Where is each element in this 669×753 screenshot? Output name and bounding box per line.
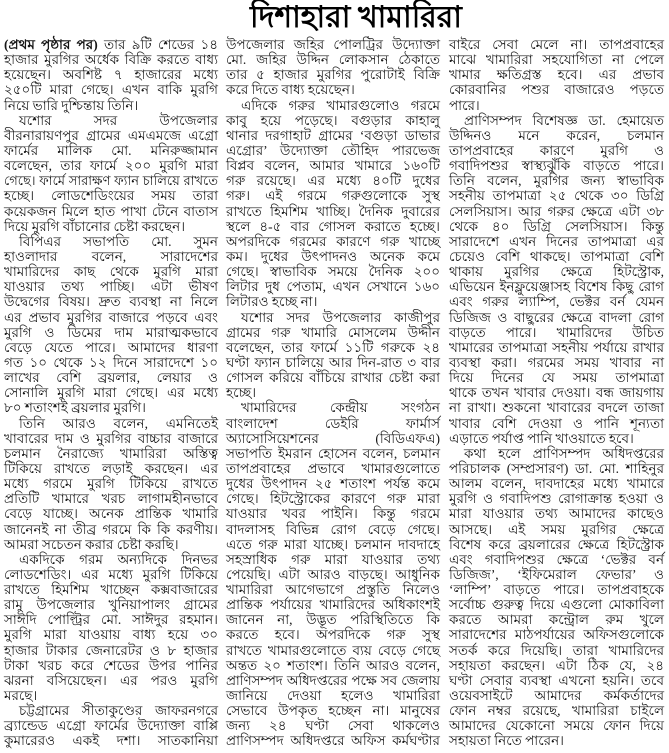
article-line: তিনি বলেন, মুরগির জন্য স্বাভাবিক — [449, 173, 664, 189]
article-line: দিয়ে মুরগি বাঁচানোর চেষ্টা করছেন। — [4, 218, 186, 234]
article-line: টিকিয়ে রাখতে লড়াই করছেন। এর — [4, 460, 218, 476]
article-paragraph — [226, 98, 440, 310]
article-paragraph — [4, 416, 218, 552]
article-line: সহায়তা করছেন। এটা ঠিক যে, ২৪ — [449, 657, 664, 673]
article-line: প্রাণিসম্পদ বিশেষজ্ঞ ডা. হেমায়েত — [464, 112, 664, 128]
article-line: কথা হলে প্রাণিসম্পদ অধিদপ্তরের — [464, 445, 664, 461]
article-line: খামারিরা আগেভাগে প্রস্তুতি নিলেও — [226, 582, 440, 598]
article-line: এদিকে গরুর খামারগুলোও গরমে — [241, 97, 440, 113]
article-line: রাখতে হিমশিম খাচ্ছি। দৈনিক দুবারের — [226, 203, 440, 219]
article-line: ডিজিজ ও বাছুরের ক্ষেত্রে বাদলা রোগ — [449, 309, 664, 325]
article-line: সোনালি মুরগি মারা গেছে। এর মধ্যে — [4, 385, 218, 401]
article-line: হাজার মুরগির অর্ধেক বিক্রি করতে বাধ্য — [4, 52, 218, 68]
article-line: উপজেলার জহির পোলট্রির উদ্যোক্তা — [226, 37, 440, 52]
article-line: এর প্রভাব মুরগির বাজারে পড়বে এবং — [4, 309, 218, 325]
article-line: কাবু হয়ে পড়েছে। বগুড়ার কাহালু — [226, 112, 440, 128]
article-line: তাপপ্রবাহের কারণে মুরগি ও — [449, 142, 664, 158]
article-line: প্রাণিসম্পদ অধিদপ্তরে অফিস কর্মঘণ্টার — [226, 733, 440, 749]
article-line: বলেছেন, তার ফার্মে ২০০ মুরগি মারা — [4, 158, 218, 174]
article-line: গবাদিপশুর স্বাস্থ্যঝুঁকি বাড়তে পারে। — [449, 158, 664, 174]
article-line: গেছে। ফার্মে সারাক্ষণ ফ্যান চালিয়ে রাখতে — [4, 173, 218, 189]
article-line: মুরগি ও ডিমের দাম মারাত্মকভাবে — [4, 324, 218, 340]
article-line: গেছে। হিটস্ট্রোকের কারণে গরু মারা — [226, 491, 440, 507]
article-line: এড়াতে পর্যাপ্ত পানি খাওয়াতে হবে। — [449, 430, 634, 446]
article-line: বিপ্লব বলেন, আমার খামারে ১৬০টি — [226, 158, 440, 174]
article-line: যাওয়ার খবর পাইনি। কিন্তু গরমে — [226, 506, 440, 522]
article-line: পরিচালক (সম্প্রসারণ) ডা. মো. শাহিনুর — [449, 460, 664, 476]
article-line: কম। দুধের উৎপাদনও অনেক কমে — [226, 248, 440, 264]
article-line: তিনি আরও বলেন, এমনিতেই — [19, 415, 218, 431]
article-line: লিটার দুধ পেতাম, এখন সেখানে ১৬০ — [226, 279, 440, 295]
article-line: ঘণ্টা ফ্যান চালিয়ে আর দিন-রাত ৩ বার — [226, 354, 440, 370]
article-line: বাড়তে পারে। খামারিদের উচিত — [449, 324, 664, 340]
article-line: থেকে ৪০ ডিগ্রি সেলসিয়াস। কিন্তু — [449, 218, 664, 234]
article-paragraph — [226, 37, 440, 98]
article-line: সেভাবে উপকৃত হচ্ছেন না। মানুষের — [226, 703, 440, 719]
article-paragraph — [226, 400, 440, 748]
article-line: মাঝে খামারিরা সহযোগিতা না পেলে — [449, 52, 664, 68]
article-line: সর্বোচ্চ গুরুত্ব দিয়ে এগুলো মোকাবিলা — [449, 597, 664, 613]
article-line: থানার দরগাহাট গ্রামের ‘বগুড়া ডাভার — [226, 127, 440, 143]
article-line: প্রতিটি খামারে খরচ লাগামহীনভাবে — [4, 491, 218, 507]
article-line: আমাদের যেকোনো সময়ে ফোন দিয়ে — [449, 718, 664, 734]
article-paragraph — [4, 37, 218, 113]
article-line: জানিয়ে দেওয়া হলেও খামারিরা — [226, 688, 440, 704]
article-line: আলম বলেন, দাবদাহের মধ্যে খামারে — [449, 476, 664, 492]
article-line: গ্রামের গরু খামারি মোসলেম উদ্দীন — [226, 324, 440, 340]
article-line: লাখের বেশি ব্রয়লার, লেয়ার ও — [4, 370, 218, 386]
article-line: এবং গবাদিপশুর ক্ষেত্রে ‘ভেক্টর বর্ন — [449, 551, 664, 567]
article-line: করতে আমরা কন্ট্রোল রুম খুলে — [449, 612, 664, 628]
article-paragraph — [4, 552, 218, 703]
article-line: পেয়েছি। এটা আরও বাড়ছে। আধুনিক — [226, 566, 440, 582]
article-line: সভাপতি ইমরান হোসেন বলেন, চলমান — [226, 445, 440, 461]
jump-line-note: (প্রথম পৃষ্ঠার পর) — [4, 37, 98, 52]
article-line: খামারিদের কাছ থেকে মুরগি মারা — [4, 264, 218, 280]
article-paragraph — [226, 310, 440, 401]
article-line: অ্যাসোসিয়েশনের (বিডিএফএ) — [226, 430, 440, 446]
article-line: মধ্যে গরমে মুরগি টিকিয়ে রাখতে — [4, 476, 218, 492]
article-line: কয়েকজন মিলে হাত পাখা টেনে বাতাস — [4, 203, 218, 219]
article-line: বাইরে সেবা মেলে না। তাপপ্রবাহের — [449, 37, 664, 52]
article-line: লোডশেডিং। এর মধ্যে মুরগি টিকিয়ে — [4, 566, 218, 582]
article-line: না রাখা। শুকনো খাবারের বদলে তাজা — [449, 400, 664, 416]
article-line: দুধের উৎপাদন ২৫ শতাংশ পর্যন্ত কমে — [226, 476, 440, 492]
article-line: একদিকে গরম অন্যদিকে দিনভর — [19, 551, 218, 567]
article-line — [4, 37, 218, 52]
article-column — [226, 37, 440, 749]
article-line: গরু রয়েছে। এর মধ্যে ৪০টি দুধের — [226, 173, 440, 189]
article-line-text: তার ৯টি শেডের ১৪ — [103, 37, 218, 52]
article-paragraph — [449, 37, 664, 113]
article-line: যশোর সদর উপজেলার — [19, 112, 218, 128]
article-paragraph — [4, 113, 218, 234]
article-line: থাকায় মুরগির ক্ষেত্রে হিটস্ট্রোক, — [449, 264, 664, 280]
article-line: এবং গরুর ল্যাম্পি, ভেক্টর বর্ন যেমন — [449, 294, 664, 310]
article-line: সহায়তা নিতে পারেন। — [449, 733, 564, 749]
article-line: গোসল করিয়ে বাঁচিয়ে রাখার চেষ্টা করা — [226, 370, 440, 386]
article-line: চলমান নৈরাজ্যে খামারিরা অস্তিত্ব — [4, 445, 218, 461]
article-line: ঝরনা বসিয়েছেন। এর পরও মুরগি — [4, 672, 218, 688]
article-line: বীরনারায়ণপুর গ্রামের এমএমজে এগ্রো — [4, 127, 218, 143]
article-line: বেড়ে যেতে পারে। আমাদের ধারণা — [4, 339, 218, 355]
article-line: ডিজিজ’, ‘ইফিমেরাল ফেভার’ ও — [449, 566, 664, 582]
article-line: ২৫০টি মারা গেছে। এখন বাকি মুরগি — [4, 82, 218, 98]
article-line: সতর্ক করে দিয়েছি। তারা খামারিদের — [449, 642, 664, 658]
article-line: সহনীয় তাপমাত্রা ২৫ থেকে ৩০ ডিগ্রি — [449, 188, 664, 204]
article-line: ফার্মের মালিক মো. মনিরুজ্জামান — [4, 142, 218, 158]
article-line: গত ১০ থেকে ১২ দিনে সারাদেশে ১০ — [4, 354, 218, 370]
article-line: বেড়ে যাচ্ছে। অনেক প্রান্তিক খামারি — [4, 506, 218, 522]
article-line: রাখতে হিমশিম খাচ্ছেন কক্সবাজারের — [4, 582, 218, 598]
article-line: তাপপ্রবাহের প্রভাবে খামারগুলোতে — [226, 460, 440, 476]
article-line: ব্যবস্থা করা। গরমের সময় খাবার না — [449, 354, 664, 370]
article-line: টাকা খরচ করে শেডের উপর পানির — [4, 657, 218, 673]
article-line: সহস্রাধিক গরু মারা যাওয়ার তথ্য — [226, 551, 440, 567]
article-line: করতে হবে। অপরদিকে গরু সুস্থ — [226, 627, 440, 643]
article-line: এতে গরু মারা যাচ্ছে। চলমান দাবদাহে — [226, 536, 440, 552]
article-paragraph — [4, 234, 218, 416]
article-line: হাজার টাকার জেনারেটর ও ৮ হাজার — [4, 642, 218, 658]
article-line: সারাদেশের মাঠপর্যায়ের অফিসগুলোকে — [449, 627, 664, 643]
article-line: জানেন না, উদ্ভূত পরিস্থিতিতে কি — [226, 612, 440, 628]
article-line: তার ৫ হাজার মুরগির পুরোটাই বিক্রি — [226, 67, 440, 83]
article-paragraph — [4, 703, 218, 748]
article-line: বাংলাদেশ ডেইরি ফার্মার্স — [226, 415, 440, 431]
article-line: সারাদেশে এখন দিনের তাপমাত্রা এর — [449, 233, 664, 249]
article-column — [449, 37, 664, 749]
headline: দিশাহারা খামারিরা — [250, 1, 462, 34]
article-line: আমরা সচেতন করার চেষ্টা করছি। — [4, 536, 179, 552]
article-paragraph — [449, 113, 664, 446]
article-line: প্রান্তিক পর্যায়ের খামারিদের অধিকাংশই — [226, 597, 440, 613]
article-line: হচ্ছে। লোডশেডিংয়ের সময় তারা — [4, 188, 218, 204]
article-line: খামার ক্ষতিগ্রস্ত হবে। এর প্রভাব — [449, 67, 664, 83]
article-line: ঘণ্টা সেবার ব্যবস্থা এখনো হয়নি। তবে — [449, 672, 664, 688]
article-line: গরু। এই গরমে গরুগুলোকে সুস্থ — [226, 188, 440, 204]
article-line: আসছে। এই সময় মুরগির ক্ষেত্রে — [449, 521, 664, 537]
article-line: খামারিদের কেন্দ্রীয় সংগঠন — [241, 400, 440, 416]
article-line: খাবার বেশি দেওয়া ও পানি শূন্যতা — [449, 415, 664, 431]
article-line: খামারের তাপমাত্রা সহনীয় পর্যায়ে রাখার — [449, 339, 664, 355]
article-line: জন্য ২৪ ঘণ্টা সেবা থাকলেও — [226, 718, 440, 734]
article-line: বলেছেন, তার ফার্মে ১১টি গরুকে ২৪ — [226, 339, 440, 355]
article-line: মো. জহির উদ্দিন লোকসান ঠেকাতে — [226, 52, 440, 68]
article-line: উদ্বেগের বিষয়। দ্রুত ব্যবস্থা না নিলে — [4, 294, 218, 310]
article-line: হয়েছেন। অবশিষ্ট ৭ হাজারের মধ্যে — [4, 67, 218, 83]
article-line: মারা যাওয়ার তথ্য আমাদের কাছেও — [449, 506, 664, 522]
article-line: স্থলে ৪-৫ বার গোসল করাতে হচ্ছে। — [226, 218, 440, 234]
article-line: চেয়েও বেশি থাকছে। তাপমাত্রা বেশি — [449, 248, 664, 264]
article-line: ব্র্যান্ডেড এগ্রো ফার্মের উদ্যোক্তা বাপ্পি — [4, 718, 218, 734]
article-line: প্রাণিসম্পদ অধিদপ্তরের পক্ষে সব জেলায় — [226, 672, 440, 688]
article-paragraph — [449, 446, 664, 749]
article-line: বিশেষ করে ব্রয়লারের ক্ষেত্রে হিটস্ট্রোক — [449, 536, 664, 552]
article-line: রামু উপজেলার খুনিয়াপালং গ্রামের — [4, 597, 218, 613]
article-line: গেছে। স্বাভাবিক সময়ে দৈনিক ২০০ — [226, 264, 440, 280]
article-line: মরছে। — [4, 688, 38, 704]
article-line: নিয়ে ভারি দুশ্চিন্তায় তিনি। — [4, 97, 139, 113]
article-line: হাওলাদার বলেন, সারাদেশের — [4, 248, 218, 264]
article-line: রাখতে খামারগুলোতে ব্যয় বেড়ে গেছে — [226, 642, 440, 658]
article-line: সেলসিয়াস। আর গরুর ক্ষেত্রে এটা ৩৮ — [449, 203, 664, 219]
article-line: পারে। — [449, 97, 480, 113]
article-line: করে দিতে বাধ্য হয়েছেন। — [226, 82, 355, 98]
article-line: অপরদিকে গরমের কারণে গরু খাচ্ছে — [226, 233, 440, 249]
article-line: থাকে তখন খাবার দেওয়া। বন্ধ জায়গায় — [449, 385, 664, 401]
article-line: যাওয়ার তথ্য পাচ্ছি। এটা ভীষণ — [4, 279, 218, 295]
article-line: খাবারের দাম ও মুরগির বাচ্চার বাজারে — [4, 430, 218, 446]
article-line: ৮০ শতাংশই ব্রয়লার মুরগি। — [4, 400, 146, 416]
article-line: ফোন নম্বর রয়েছে, খামারিরা চাইলে — [449, 703, 664, 719]
article-line: লিটারও হচ্ছে না। — [226, 294, 318, 310]
article-line: চট্টগ্রামের সীতাকুণ্ডের জাফরনগরে — [19, 703, 218, 719]
article-line: এভিয়েন ইনফ্লুয়েঞ্জাসহ বিশেষ কিছু রোগ — [449, 279, 664, 295]
article-line: উদ্দিনও মনে করেন, চলমান — [449, 127, 664, 143]
article-line: মুরগি ও গবাদিপশু রোগাক্রান্ত হওয়া ও — [449, 491, 664, 507]
article-line: কোরবানির পশুর বাজারেও পড়তে — [449, 82, 664, 98]
article-line: ওয়েবসাইটে আমাদের কর্মকর্তাদের — [449, 688, 664, 704]
article-line: দিয়ে দিনের যে সময় তাপমাত্রা — [449, 370, 664, 386]
article-line: বিপিএর সভাপতি মো. সুমন — [19, 233, 218, 249]
article-line: সাঈদি পোল্ট্রির মো. সাঈদুর রহমান। — [4, 612, 218, 628]
article-line: কুমারেরও একই দশা। সাতকানিয়া — [4, 733, 218, 749]
article-line: জানেনই না তীব্র গরমে কি কি করণীয়। — [4, 521, 218, 537]
article-line: মুরগি মারা যাওয়ায় বাধ্য হয়ে ৩০ — [4, 627, 218, 643]
article-line: এগ্রোর’ উদ্যোক্তা তৌহিদ পারভেজ — [226, 142, 440, 158]
article-column — [4, 37, 218, 749]
article-line: অন্তত ২০ শতাংশ। তিনি আরও বলেন, — [226, 657, 440, 673]
article-line: ‘লাম্পি’ বাড়তে পারে। তাপপ্রবাহকে — [449, 582, 664, 598]
article-line: বাদলাসহ বিভিন্ন রোগ বেড়ে গেছে। — [226, 521, 440, 537]
article-line: যশোর সদর উপজেলার কাজীপুর — [241, 309, 440, 325]
article-line: হচ্ছে। — [226, 385, 257, 401]
